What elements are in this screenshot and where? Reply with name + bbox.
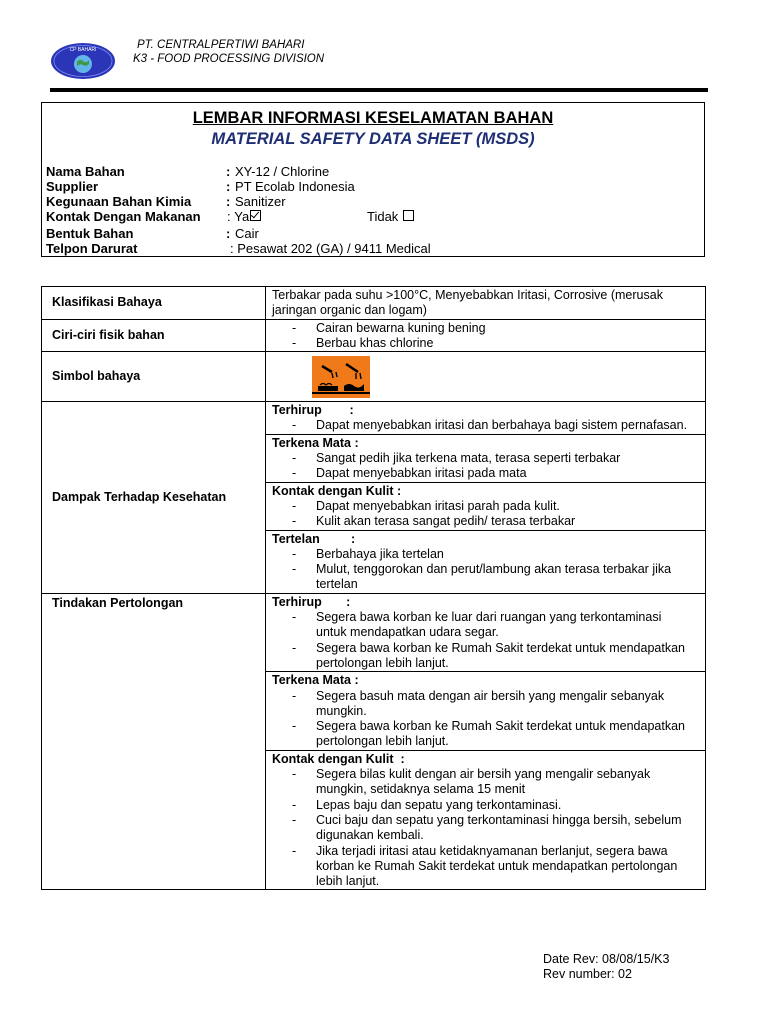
revision-footer: [543, 952, 669, 982]
list-item: - Dapat menyebabkan iritasi dan berbahaya bagi sistem pernafasan.: [272, 418, 699, 433]
row-label: Simbol bahaya: [42, 352, 266, 402]
kontak-tidak: Tidak: [367, 209, 414, 224]
list-item: - Lepas baju dan sepatu yang terkontaminasi.: [272, 798, 699, 813]
section-title: Terhirup :: [272, 594, 351, 609]
row-simbol-bahaya: [42, 352, 706, 402]
list-item: - Segera basuh mata dengan air bersih yang mengalir sebanyak mungkin.: [272, 689, 699, 720]
section-title: Terhirup :: [272, 403, 354, 418]
list-item: - Cairan bewarna kuning bening: [272, 321, 699, 336]
kontak-ya: : Ya: [227, 209, 261, 224]
row-label: Klasifikasi Bahaya: [42, 287, 266, 320]
list-item: - Segera bawa korban ke luar dari ruangan yang terkontaminasi untuk mendapatkan udara segar.: [272, 610, 699, 641]
company-name: PT. CENTRALPERTIWI BAHARI: [137, 39, 305, 51]
field-label: Kontak Dengan Makanan: [46, 209, 201, 224]
page-subtitle: MATERIAL SAFETY DATA SHEET (MSDS): [211, 130, 535, 148]
company-division: K3 - FOOD PROCESSING DIVISION: [133, 53, 325, 65]
list-item: - Dapat menyebabkan iritasi pada mata: [272, 466, 699, 481]
field-label: Nama Bahan: [46, 164, 125, 179]
date-rev: Date Rev: 08/08/15/K3: [543, 952, 670, 966]
field-label: Bentuk Bahan: [46, 226, 134, 241]
field-value: PT Ecolab Indonesia: [235, 179, 355, 194]
list-item: - Jika terjadi iritasi atau ketidaknyamanan berlanjut, segera bawa korban ke Rumah Sakit terdekat untuk mendapatkan pertolongan lebih lanjut.: [272, 844, 699, 890]
company-logo: [50, 42, 116, 80]
msds-table: [41, 286, 706, 890]
list-item: - Berbahaya jika tertelan: [272, 547, 699, 562]
page-title: LEMBAR INFORMASI KESELAMATAN BAHAN: [192, 109, 554, 127]
section-title: Kontak dengan Kulit :: [272, 483, 402, 498]
field-label: Kegunaan Bahan Kimia: [46, 194, 192, 209]
list: [272, 321, 699, 352]
row-klasifikasi: [42, 287, 706, 320]
corrosive-hazard-icon: [312, 356, 370, 398]
list-item: - Mulut, tenggorokan dan perut/lambung akan terasa terbakar jika tertelan: [272, 562, 699, 593]
list-item: - Cuci baju dan sepatu yang terkontaminasi hingga bersih, sebelum digunakan kembali.: [272, 813, 699, 844]
field-value: Sanitizer: [235, 194, 286, 209]
row-content: Terbakar pada suhu >100°C, Menyebabkan Iritasi, Corrosive (merusak jaringan organic dan logam): [266, 287, 706, 320]
field-label: Telpon Darurat: [46, 241, 138, 256]
section-title: Tertelan :: [272, 531, 356, 546]
list-item: - Segera bilas kulit dengan air bersih yang mengalir sebanyak mungkin, setidaknya selama 15 menit: [272, 767, 699, 798]
row-tindakan-0: [42, 593, 706, 671]
list-item: - Segera bawa korban ke Rumah Sakit terdekat untuk mendapatkan pertolongan lebih lanjut.: [272, 719, 699, 750]
list-item: - Berbau khas chlorine: [272, 336, 699, 351]
row-ciri-fisik: [42, 319, 706, 352]
rev-number: Rev number: 02: [543, 967, 632, 981]
header-rule: [50, 88, 708, 92]
tidak-checkbox[interactable]: [403, 210, 414, 221]
row-label: Tindakan Pertolongan: [42, 593, 266, 890]
list-item: - Sangat pedih jika terkena mata, terasa seperti terbakar: [272, 451, 699, 466]
ya-checkbox[interactable]: [250, 210, 261, 221]
field-value: : Pesawat 202 (GA) / 9411 Medical: [230, 241, 431, 256]
company-header: [133, 38, 324, 66]
list-item: - Kulit akan terasa sangat pedih/ terasa terbakar: [272, 514, 699, 529]
logo-text: CP BAHARI: [69, 47, 97, 53]
field-value: XY-12 / Chlorine: [235, 164, 330, 179]
section-title: Kontak dengan Kulit :: [272, 751, 405, 766]
row-label: Dampak Terhadap Kesehatan: [42, 402, 266, 594]
list-item: - Dapat menyebabkan iritasi parah pada kulit.: [272, 499, 699, 514]
section-title: Terkena Mata :: [272, 435, 359, 450]
field-value: Cair: [235, 226, 259, 241]
material-info-box: LEMBAR INFORMASI KESELAMATAN BAHAN MATERIAL SAFETY DATA SHEET (MSDS) Nama Bahan : XY-12 / Chlorine Supplier : PT Ecolab Indonesia Kegunaan Bahan Kimia : Sanitizer Kontak Dengan Makanan : Ya Tidak Bentuk Bahan : Cair Telpon Darurat : Pesawat 202 (GA) / 9411 Medical: [41, 102, 705, 257]
section-title: Terkena Mata :: [272, 673, 359, 688]
list-item: - Segera bawa korban ke Rumah Sakit terdekat untuk mendapatkan pertolongan lebih lanjut.: [272, 641, 699, 672]
row-dampak-0: [42, 402, 706, 435]
row-label: Ciri-ciri fisik bahan: [42, 319, 266, 352]
field-label: Supplier: [46, 179, 99, 194]
